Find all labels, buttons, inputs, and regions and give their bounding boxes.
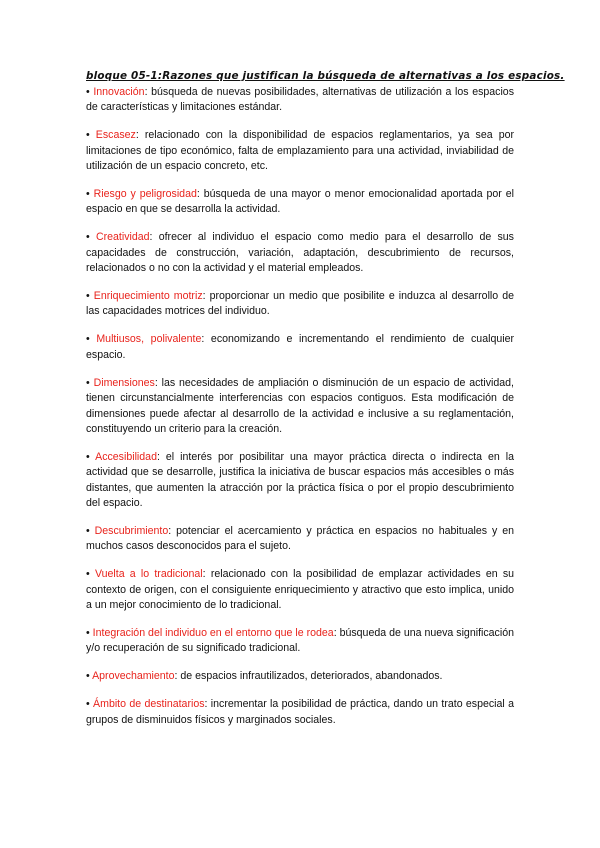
item-term: Multiusos, polivalente [96, 333, 202, 346]
list-item: • Creatividad: ofrecer al individuo el espacio como medio para el desarrollo de sus capacidades de construcción, variación, adaptación, descubrimiento de recursos, relacionados o no con la actividad y el material empleados. [86, 231, 514, 275]
list-item: • Descubrimiento: potenciar el acercamiento y práctica en espacios no habituales y en muchos casos desconocidos para el sujeto. [86, 524, 514, 553]
list-item: • Integración del individuo en el entorno que le rodea: búsqueda de una nueva significación y/o recuperación de su significado tradicional. [86, 626, 514, 655]
list-item: • Accesibilidad: el interés por posibilitar una mayor práctica directa o indirecta en la actividad que se desarrolle, justifica la iniciativa de buscar espacios más accesibles o más distantes, que aumenten la atracción por la práctica física o por el propio descubrimiento del espacio. [86, 450, 514, 510]
list-item: • Ámbito de destinatarios: incrementar la posibilidad de práctica, dando un trato especial a grupos de disminuidos físicos y marginados sociales. [86, 698, 515, 726]
item-text: : relacionado con la posibilidad de emplazar actividades en su contexto de origen, con el consiguiente enriquecimiento y atractivo que esto implica, unido a un mejor conocimiento de lo tradicional. [86, 568, 515, 612]
item-term: Integración del individuo en el entorno que le rodea [92, 626, 334, 639]
document-page [86, 70, 565, 741]
list-item: • Multiusos, polivalente: economizando e incrementando el rendimiento de cualquier espacio. [86, 333, 515, 361]
item-term: Creatividad [95, 231, 150, 244]
item-term: Vuelta a lo tradicional [94, 568, 203, 581]
list-item: • Escasez: relacionado con la disponibilidad de espacios reglamentarios, ya sea por limitaciones de tipo económico, falta de emplazamiento para una actividad, inviabilidad de utilización de un espacio concreto, etc. [86, 129, 514, 173]
item-term: Riesgo y peligrosidad [93, 188, 197, 201]
item-term: Accesibilidad [95, 450, 157, 463]
item-text: : búsqueda de una mayor o menor emocionalidad aportada por el espacio en que se desarrolla la actividad. [86, 188, 514, 216]
item-term: Descubrimiento [94, 524, 169, 537]
list-item: • Innovación: búsqueda de nuevas posibilidades, alternativas de utilización a los espacios de características y limitaciones estándar. [86, 86, 514, 114]
item-text: : el interés por posibilitar una mayor práctica directa o indirecta en la actividad que se desarrolle, justifica la iniciativa de buscar espacios más accesibles o más distantes, que aumenten la atracción por la práctica física o por el propio descubrimiento del espacio. [86, 450, 514, 510]
item-term: Escasez [95, 129, 136, 142]
item-term: Aprovechamiento [92, 670, 175, 683]
list-item: • Aprovechamiento: de espacios infrautilizados, deteriorados, abandonados. [86, 670, 443, 683]
list-item: • Riesgo y peligrosidad: búsqueda de una mayor o menor emocionalidad aportada por el espacio en que se desarrolla la actividad. [86, 188, 514, 216]
item-text: : proporcionar un medio que posibilite e induzca al desarrollo de las capacidades motrices del individuo. [86, 290, 515, 318]
item-text: : potenciar el acercamiento y práctica en espacios no habituales y en muchos casos desconocidos para el sujeto. [86, 524, 514, 553]
item-term: Enriquecimiento motriz [93, 290, 203, 303]
list-item: • Vuelta a lo tradicional: relacionado con la posibilidad de emplazar actividades en su contexto de origen, con el consiguiente enriquecimiento y atractivo que esto implica, unido a un mejor conocimiento de lo tradicional. [86, 568, 515, 612]
item-text: : relacionado con la disponibilidad de espacios reglamentarios, ya sea por limitaciones de tipo económico, falta de emplazamiento para una actividad, inviabilidad de utilización de un espacio concreto, etc. [86, 129, 514, 173]
item-term: Ámbito de destinatarios [93, 698, 205, 711]
item-text: : búsqueda de nuevas posibilidades, alternativas de utilización a los espacios de características y limitaciones estándar. [86, 86, 514, 114]
item-text: : ofrecer al individuo el espacio como medio para el desarrollo de sus capacidades de construcción, variación, adaptación, descubrimiento de recursos, relacionados o no con la actividad y el material empleados. [86, 231, 514, 275]
item-text: : economizando e incrementando el rendimiento de cualquier espacio. [86, 333, 515, 361]
item-term: Innovación [93, 86, 145, 98]
item-term: Dimensiones [93, 376, 155, 389]
list-item: • Enriquecimiento motriz: proporcionar un medio que posibilite e induzca al desarrollo de las capacidades motrices del individuo. [86, 290, 515, 318]
item-text: : búsqueda de una nueva significación y/o recuperación de su significado tradicional. [86, 626, 514, 655]
list-item: • Dimensiones: las necesidades de ampliación o disminución de un espacio de actividad, tienen circunstancialmente interferencias con espacios contiguos. Esta modificación de dimensiones puede afectar al desarrollo de la actividad e inclusive a su reglamentación, constituyendo un criterio para la creación. [86, 376, 514, 435]
item-text: : las necesidades de ampliación o disminución de un espacio de actividad, tienen circunstancialmente interferencias con espacios contiguos. Esta modificación de dimensiones puede afectar al desarrollo de la actividad e inclusive a su reglamentación, constituyendo un criterio para la creación. [86, 376, 514, 435]
page-title: bloque 05-1:Razones que justifican la búsqueda de alternativas a los espacios. [86, 70, 565, 82]
item-text: : incrementar la posibilidad de práctica, dando un trato especial a grupos de disminuidos físicos y marginados sociales. [86, 698, 515, 726]
item-text: : de espacios infrautilizados, deteriorados, abandonados. [174, 670, 443, 683]
